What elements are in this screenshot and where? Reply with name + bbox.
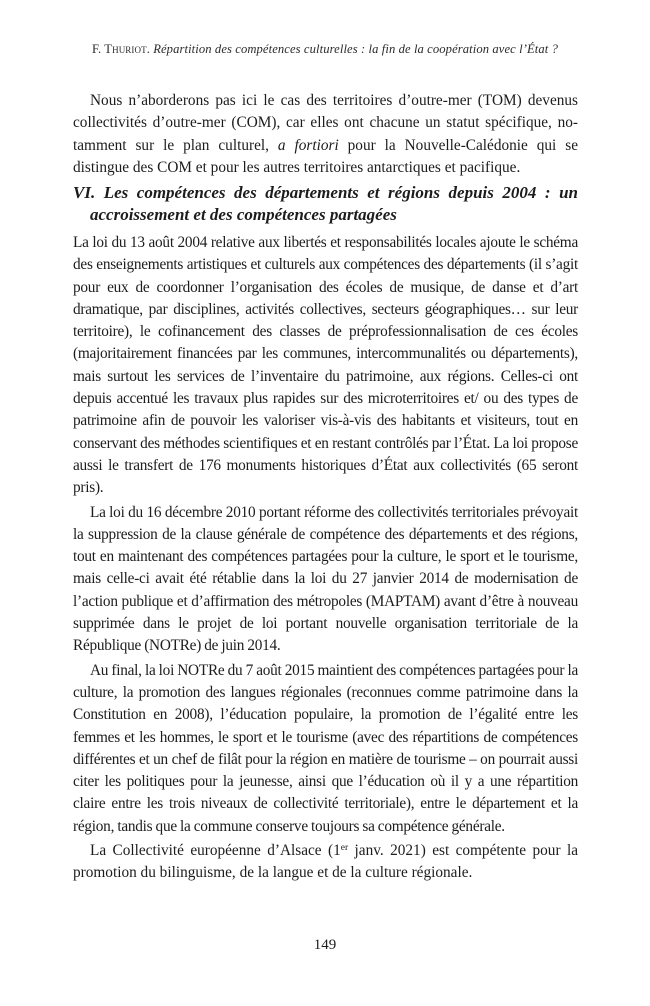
body-p4-text-a: La Collectivité européenne d’Alsace (1: [90, 842, 341, 860]
body-paragraph-2: La loi du 16 décembre 2010 portant réforme des collectivités territoriales prévoyait la suppression de la clause générale de compétence des départements et des régions, tout en maintenant des compétences partagées pour la culture, le sport et le tourisme, mais celle-ci avait été rétablie dans la loi du 27 janvier 2014 de modernisation de l’action publique et d’affirmation des métropoles (MAPTAM) avant d’être à nouveau supprimée dans le projet de loi portant nouvelle organisation territoriale de la République (NOTRe) de juin 2014.: [73, 503, 578, 655]
header-author: F. Thuriot.: [91, 42, 150, 56]
intro-block: [73, 90, 578, 179]
body-paragraph-4: [73, 840, 578, 885]
intro-text-b: pour la Nouvelle-Calédonie qui se distingue des COM et pour les autres territoires antarctiques et pacifique.: [73, 136, 578, 176]
intro-paragraph: [73, 90, 578, 179]
body-paragraph-3: Au final, la loi NOTRe du 7 août 2015 maintient des compétences partagées pour la culture, la promotion des langues régionales (reconnues comme patrimoine dans la Constitution en 2008), l’éducation populaire, la promotion de l’égalité entre les femmes et les hommes, le sport et le tourisme (avec des répartitions de compétences différentes et un chef de filât pour la région en matière de tourisme – on pourrait aussi citer les politiques pour la jeunesse, ainsi que l’éducation où il y a une répartition claire entre les trois niveaux de collectivité territoriale), entre le département et la région, tandis que la commune conserve toujours sa compétence générale.: [73, 661, 578, 835]
running-header: [0, 42, 650, 57]
intro-emphasis: a fortiori: [277, 136, 339, 154]
section-heading: VI. Les compétences des départements et régions depuis 2004 : un accroissement et des compétences partagées: [73, 183, 578, 224]
header-title: Répartition des compétences culturelles : la fin de la coopération avec l’État ?: [153, 42, 559, 56]
body-p4-text-b: janv. 2021) est compétente pour la promotion du bilinguisme, de la langue et de la culture régionale.: [73, 842, 578, 882]
ordinal-superscript: er: [340, 843, 349, 854]
body-paragraph-1: La loi du 13 août 2004 relative aux libertés et responsabilités locales ajoute le schéma des enseignements artistiques et culturels aux compétences des départements (il s’agit pour eux de coordonner l’organisation des écoles de musique, de danse et d’art dramatique, par disciplines, activités collectives, secteurs géographiques… sur leur territoire), le cofinancement des classes de préprofessionnalisation de ces écoles (majoritairement financées par les communes, intercommunalités ou départements), mais surtout les services de l’inventaire du patrimoine, aux régions. Celles-ci ont depuis accentué les travaux plus rapides sur des microterritoires et/ ou des types de patrimoine afin de pouvoir les valoriser vis-à-vis des habitants et visiteurs, tout en conservant des méthodes scientifiques et en restant contrôlés par l’État. La loi propose aussi le transfert de 176 monuments historiques d’État aux collectivités (65 seront pris).: [73, 234, 578, 497]
main-body: [73, 232, 578, 885]
page-number: 149: [313, 937, 337, 953]
intro-text-a: Nous n’aborderons pas ici le cas des territoires d’outre-mer (TOM) devenus collectivités d’outre-mer (COM), car elles ont chacune un statut spécifique, notamment sur le plan culturel,: [73, 92, 578, 154]
